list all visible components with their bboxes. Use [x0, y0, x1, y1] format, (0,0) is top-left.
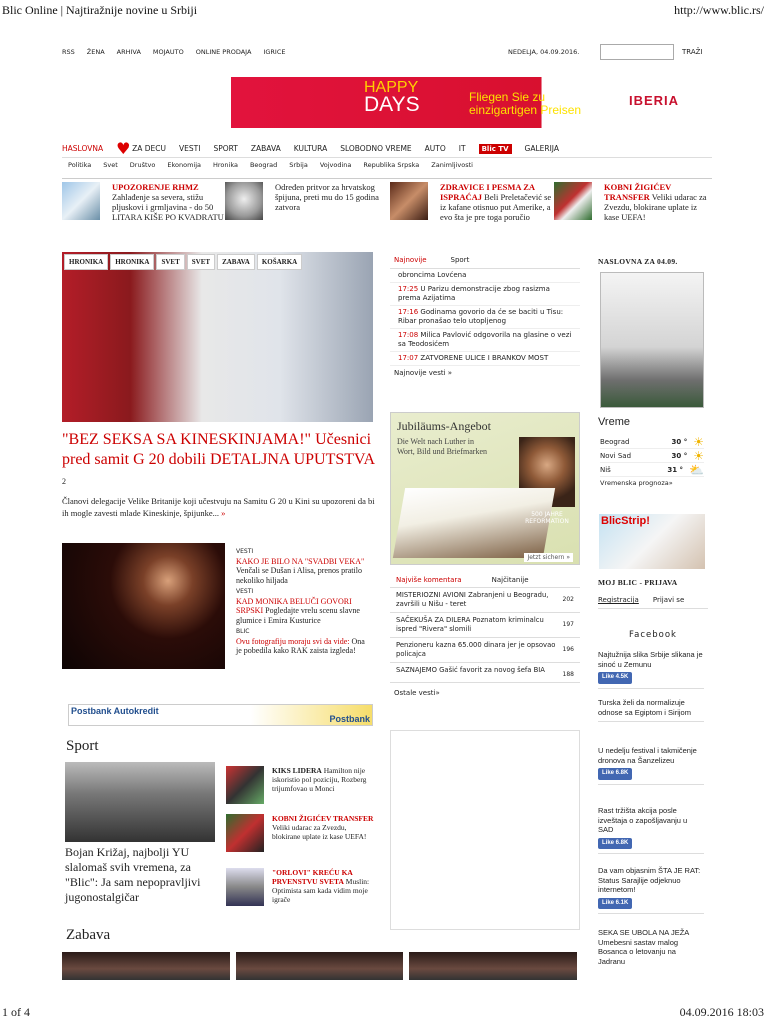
item-text: MISTERIOZNI AVIONI Zabranjeni u Beogradu, završili u Nišu - teret — [396, 591, 549, 608]
item-count: 197 — [562, 621, 574, 628]
ad-line1: Fliegen Sie zu — [469, 90, 546, 104]
teaser-thumbnail — [390, 182, 428, 220]
teaser-body: Određen pritvor za hrvatskog špijuna, preti mu do 15 godina zatvora — [275, 182, 379, 212]
lead-summary-text: Članovi delegacije Velike Britanije koji učestvuju na Samitu G 20 u Kini su upozoreni da bi ih mogle zavesti mlade Kineskinje, špijunke... — [62, 496, 375, 518]
ad-happy-days — [364, 79, 420, 116]
sport-section-title[interactable]: Sport — [66, 738, 99, 754]
tab-najcitanije[interactable]: Najčitanije — [491, 576, 529, 584]
tab-svet[interactable]: SVET — [156, 254, 184, 270]
tab-sport[interactable]: Sport — [450, 256, 470, 264]
top-nav — [62, 48, 285, 56]
register-link[interactable]: Registracija — [598, 596, 639, 604]
subnav-srbija[interactable]: Srbija — [289, 161, 308, 169]
item-thumbnail — [226, 814, 264, 852]
fb-item-text: Rast tržišta akcija posle izveštaja o zapošljavanju u SAD — [598, 806, 688, 834]
latest-more-link[interactable]: Najnovije vesti » — [394, 369, 453, 377]
search-button[interactable]: TRAŽI — [682, 48, 703, 56]
nav-za-decu[interactable] — [116, 138, 166, 158]
fb-item-text: Turska želi da normalizuje odnose sa Egiptom i Sirijom — [598, 698, 691, 717]
most-commented-box — [390, 573, 580, 703]
zabava-photos — [62, 952, 577, 980]
iberia-ad-banner[interactable] — [231, 77, 708, 128]
list-item[interactable] — [598, 650, 704, 689]
ad-days: DAYS — [364, 93, 420, 116]
item-kicker: KIKS LIDERA — [272, 766, 322, 775]
main-nav — [62, 140, 712, 158]
teaser-thumbnail — [62, 182, 100, 220]
item-text: Venčali se Dušan i Alisa, prenos pratilo nekoliko hiljada — [236, 566, 362, 585]
facebook-title: Facebook — [629, 630, 677, 640]
item-count: 196 — [562, 646, 574, 653]
feature-photo[interactable] — [62, 543, 225, 669]
item-text — [272, 814, 376, 841]
list-item[interactable] — [390, 613, 580, 638]
item-category: BLIC — [236, 628, 250, 635]
weather-city: Niš — [600, 465, 611, 474]
tab-zabava[interactable]: ZABAVA — [217, 254, 255, 270]
ad-line2: einzigartigen Preisen — [469, 103, 582, 117]
item-text: Ona je pobedila kako RAK zaista izgleda! — [236, 636, 365, 655]
item-text — [272, 868, 376, 904]
weather-temp: 30 ° — [671, 451, 688, 460]
item-text: SAZNAJEMO Gašić favorit za novog šefa BIA — [396, 666, 545, 674]
blic-strip-logo: BlicStrip! — [601, 515, 650, 527]
latest-news-box — [390, 252, 580, 394]
like-button[interactable]: Like 6.1K — [598, 898, 632, 910]
lead-headline[interactable] — [62, 430, 377, 492]
nav-it[interactable]: IT — [458, 144, 466, 153]
topnav-mojauto[interactable]: MOJAUTO — [152, 48, 184, 56]
topnav-zena[interactable]: ŽENA — [86, 48, 105, 56]
item-text: Penzioneru kazna 65.000 dinara jer je opsovao policajca — [396, 641, 556, 658]
teaser-text — [440, 182, 552, 222]
nav-sport[interactable]: SPORT — [213, 144, 238, 153]
teaser-thumbnail — [225, 182, 263, 220]
item-body: Hamilton nije iskoristio pol poziciju, Rozberg trijumfovao u Monci — [272, 766, 367, 793]
forecast-link[interactable]: Vremenska prognoza» — [600, 479, 673, 487]
teaser-kicker: UPOZORENJE RHMZ — [112, 182, 199, 192]
subnav-svet[interactable]: Svet — [103, 161, 118, 169]
item-kicker: "ORLOVI" KREĆU KA PRVENSTVU SVETA — [272, 868, 353, 886]
ad-text: Die Welt nach Luther in Wort, Bild und Briefmarken — [397, 437, 488, 456]
sun-icon: ☀ — [693, 448, 704, 463]
news-time: 17:16 — [398, 308, 419, 316]
teaser-kicker: ZDRAVICE I PESMA ZA ISPRAĆAJ — [440, 182, 535, 202]
subnav-zanimljivosti[interactable]: Zanimljivosti — [431, 161, 473, 169]
weather-city: Novi Sad — [600, 451, 632, 460]
teaser-body: Veliki udarac za Zvezdu, blokirane uplate iz kase UEFA! — [604, 192, 707, 222]
comment-count: 2 — [62, 477, 66, 486]
list-item[interactable]: obroncima Lovćena — [390, 269, 580, 283]
fb-item-text: Najtužnija slika Srbije slikana je sinoć u Zemunu — [598, 650, 703, 669]
topnav-igrice[interactable]: IGRICE — [263, 48, 286, 56]
topnav-online-prodaja[interactable]: ONLINE PRODAJA — [195, 48, 252, 56]
teaser-text — [604, 182, 710, 222]
item-kicker: Ovu fotografiju moraju svi da vide: — [236, 636, 350, 646]
nav-zabava[interactable]: ZABAVA — [250, 144, 281, 153]
teaser-text — [275, 182, 387, 212]
login-links — [598, 596, 708, 609]
naslovna-title[interactable]: NASLOVNA ZA 04.09. — [598, 257, 678, 266]
zabava-photo[interactable] — [409, 952, 577, 980]
sub-nav — [68, 161, 473, 169]
topnav-rss[interactable]: RSS — [62, 48, 75, 56]
item-thumbnail — [226, 766, 264, 804]
list-item[interactable] — [390, 663, 580, 683]
subnav-drustvo[interactable]: Društvo — [129, 161, 156, 169]
subnav-beograd[interactable]: Beograd — [249, 161, 278, 169]
tab-kosarka[interactable]: KOŠARKA — [257, 254, 302, 270]
item-kicker: KAD MONIKA BELUČI GOVORI SRPSKI — [236, 596, 352, 615]
teaser-item[interactable] — [390, 182, 550, 246]
postbank-ad-title: Postbank Autokredit — [71, 706, 159, 716]
blic-tv-label: TV — [498, 144, 509, 153]
ad-title: Jubiläums-Angebot — [397, 419, 491, 433]
lead-title-text: "BEZ SEKSA SA KINESKINJAMA!" Učesnici pred samit G 20 dobili DETALJNA UPUTSTVA — [62, 431, 375, 468]
item-body: Muslin: Optimista sam kada vidim moje igrače — [272, 877, 370, 904]
heart-icon: ♥ — [116, 138, 131, 158]
print-page-number: 1 of 4 — [2, 1005, 30, 1019]
ad-happy: HAPPY — [364, 79, 419, 96]
subnav-vojvodina[interactable]: Vojvodina — [319, 161, 352, 169]
print-url: http://www.blic.rs/ — [674, 3, 764, 17]
weather-box — [600, 435, 704, 487]
blic-strip-banner[interactable] — [599, 514, 705, 569]
current-date: NEDELJA, 04.09.2016. — [508, 48, 580, 56]
item-category: VESTI — [236, 548, 254, 555]
item-count: 188 — [562, 671, 574, 678]
partly-cloudy-icon: ⛅ — [689, 462, 704, 477]
news-time: 17:08 — [398, 331, 419, 339]
subnav-ekonomija[interactable]: Ekonomija — [167, 161, 201, 169]
news-text: Milica Pavlović odgovorila na glasine o vezi sa Teodosićem — [398, 331, 572, 348]
front-page-thumbnail[interactable] — [600, 272, 704, 408]
tab-najvise-komentara[interactable]: Najviše komentara — [396, 576, 462, 584]
list-item[interactable] — [390, 352, 580, 366]
teaser-strip — [62, 178, 712, 248]
subnav-politika[interactable]: Politika — [68, 161, 92, 169]
item-text — [272, 766, 376, 793]
weather-row[interactable] — [600, 449, 704, 463]
list-item[interactable] — [390, 638, 580, 663]
list-item[interactable] — [226, 814, 374, 856]
teaser-item[interactable] — [225, 182, 385, 246]
tab-hronika[interactable]: HRONIKA — [64, 254, 108, 270]
list-item[interactable] — [598, 928, 704, 970]
ad-cta: Jetzt sichern » — [524, 553, 573, 562]
weather-row[interactable] — [600, 463, 704, 477]
other-news-link[interactable]: Ostale vesti» — [394, 689, 440, 697]
weather-temp: 30 ° — [671, 437, 688, 446]
zabava-photo[interactable] — [62, 952, 230, 980]
teaser-text — [112, 182, 232, 222]
nav-auto[interactable]: AUTO — [424, 144, 446, 153]
sport-lead-photo[interactable] — [65, 762, 215, 842]
ad-jahre: 500 JAHRE REFORMATION — [525, 511, 569, 525]
list-item[interactable] — [598, 746, 704, 785]
list-item[interactable] — [226, 868, 374, 910]
print-datetime: 04.09.2016 18:03 — [679, 1005, 764, 1019]
list-item[interactable] — [390, 329, 580, 352]
nav-kultura[interactable]: KULTURA — [293, 144, 328, 153]
nav-blic-tv[interactable] — [479, 144, 512, 154]
nav-galerija[interactable]: GALERIJA — [524, 144, 560, 153]
latest-tabs — [390, 252, 580, 269]
weather-row[interactable] — [600, 435, 704, 449]
list-item[interactable] — [236, 627, 372, 656]
weather-title: Vreme — [598, 416, 630, 428]
list-item[interactable] — [598, 866, 704, 914]
news-text: Godinama govorio da će se baciti u Tisu: Ribar pronašao telo utopljenog — [398, 308, 564, 325]
comments-tabs — [390, 573, 580, 588]
postbank-ad[interactable] — [68, 704, 373, 726]
like-button[interactable]: Like 6.8K — [598, 768, 632, 780]
topnav-arhiva[interactable]: ARHIVA — [116, 48, 141, 56]
list-item[interactable] — [390, 588, 580, 613]
item-thumbnail — [226, 868, 264, 906]
teaser-kicker: KOBNI ŽIGIĆEV TRANSFER — [604, 182, 672, 202]
ad-placeholder — [390, 730, 580, 930]
zabava-photo[interactable] — [236, 952, 404, 980]
sun-icon: ☀ — [693, 434, 704, 449]
teaser-thumbnail — [554, 182, 592, 220]
fb-item-text: Da vam objasnim ŠTA JE RAT: Status Sarajlije odjeknuo internetom! — [598, 866, 701, 894]
teaser-item[interactable] — [554, 182, 714, 246]
teaser-body: Zahlađenje sa severa, stižu pljuskovi i grmljavina - do 50 LITARA KIŠE PO KVADRATU — [112, 192, 224, 222]
item-kicker: KOBNI ŽIGIĆEV TRANSFER — [272, 814, 374, 823]
news-time: 17:07 — [398, 354, 419, 362]
list-item[interactable] — [598, 806, 704, 854]
search-input[interactable] — [600, 44, 674, 60]
zabava-section-title[interactable]: Zabava — [66, 927, 111, 943]
news-time: 17:25 — [398, 285, 419, 293]
teaser-item[interactable] — [62, 182, 222, 246]
fb-item-text: U nedelju festival i takmičenje dronova na Šanzelizeu — [598, 746, 697, 765]
list-item[interactable] — [390, 306, 580, 329]
lead-tabs — [64, 254, 304, 270]
nav-za-decu-label: ZA DECU — [132, 143, 166, 153]
item-category: VESTI — [236, 588, 254, 595]
sport-lead-headline[interactable]: Bojan Križaj, najbolji YU slalomaš svih vremena, za "Blic": Ja sam nepopravljivi jugonostalgičar — [65, 845, 201, 904]
list-item[interactable] — [236, 587, 372, 625]
weather-temp: 31 ° — [667, 465, 684, 474]
fb-item-text: SEKA SE UBOLA NA JEŽA Umebesni sastav malog Bosanca o letovanju na Jadranu — [598, 928, 689, 966]
list-item[interactable] — [598, 698, 704, 722]
tab-svet-2[interactable]: SVET — [187, 254, 215, 270]
item-text: SAČEKUŠA ZA DILERA Poznatom kriminalcu ispred "Rivera" slomili — [396, 616, 544, 633]
nav-slobodno-vreme[interactable]: SLOBODNO VREME — [340, 144, 412, 153]
list-item[interactable] — [226, 766, 374, 808]
like-button[interactable]: Like 6.8K — [598, 838, 632, 850]
tab-hronika-2[interactable]: HRONIKA — [110, 254, 154, 270]
item-text: Pogledajte vrelu scenu slavne glumice i Emira Kusturice — [236, 606, 360, 625]
feature-list — [236, 545, 372, 656]
weather-city: Beograd — [600, 437, 630, 446]
item-count: 202 — [562, 596, 574, 603]
postbank-logo: Postbank — [329, 714, 370, 724]
item-kicker: KAKO JE BILO NA "SVADBI VEKA" — [236, 556, 365, 566]
tab-najnovije[interactable]: Najnovije — [394, 256, 427, 264]
list-item[interactable] — [236, 547, 372, 585]
subnav-republika-srpska[interactable]: Republika Srpska — [363, 161, 420, 169]
iberia-logo: IBERIA — [629, 93, 680, 108]
lead-summary — [62, 495, 377, 519]
news-text: ZATVORENE ULICE I BRANKOV MOST — [420, 354, 549, 362]
subnav-hronika[interactable]: Hronika — [213, 161, 238, 169]
teaser-body: Beli Preletačević se iz kafane otisnuo put Amerike, a evo šta je pre toga poručio — [440, 192, 552, 222]
print-title: Blic Online | Najtiražnije novine u Srbiji — [2, 3, 198, 17]
login-link[interactable]: Prijavi se — [652, 596, 685, 604]
blic-tv-logo: Blic — [481, 144, 496, 153]
news-text: U Parizu demonstracije zbog rasizma prema Azijatima — [398, 285, 550, 302]
like-button[interactable]: Like 4.5K — [598, 672, 632, 684]
lead-photo[interactable] — [62, 252, 373, 422]
list-item[interactable] — [390, 283, 580, 306]
item-body: Veliki udarac za Zvezdu, blokirane uplate iz kase UEFA! — [272, 823, 367, 841]
nav-naslovna[interactable]: HASLOVNA — [62, 144, 104, 153]
moj-blic-title: MOJ BLIC - PRIJAVA — [598, 578, 678, 587]
read-more-link[interactable]: » — [221, 508, 226, 518]
jubilaeum-ad[interactable] — [390, 412, 580, 565]
ad-tagline — [469, 91, 581, 117]
nav-vesti[interactable]: VESTI — [179, 144, 201, 153]
